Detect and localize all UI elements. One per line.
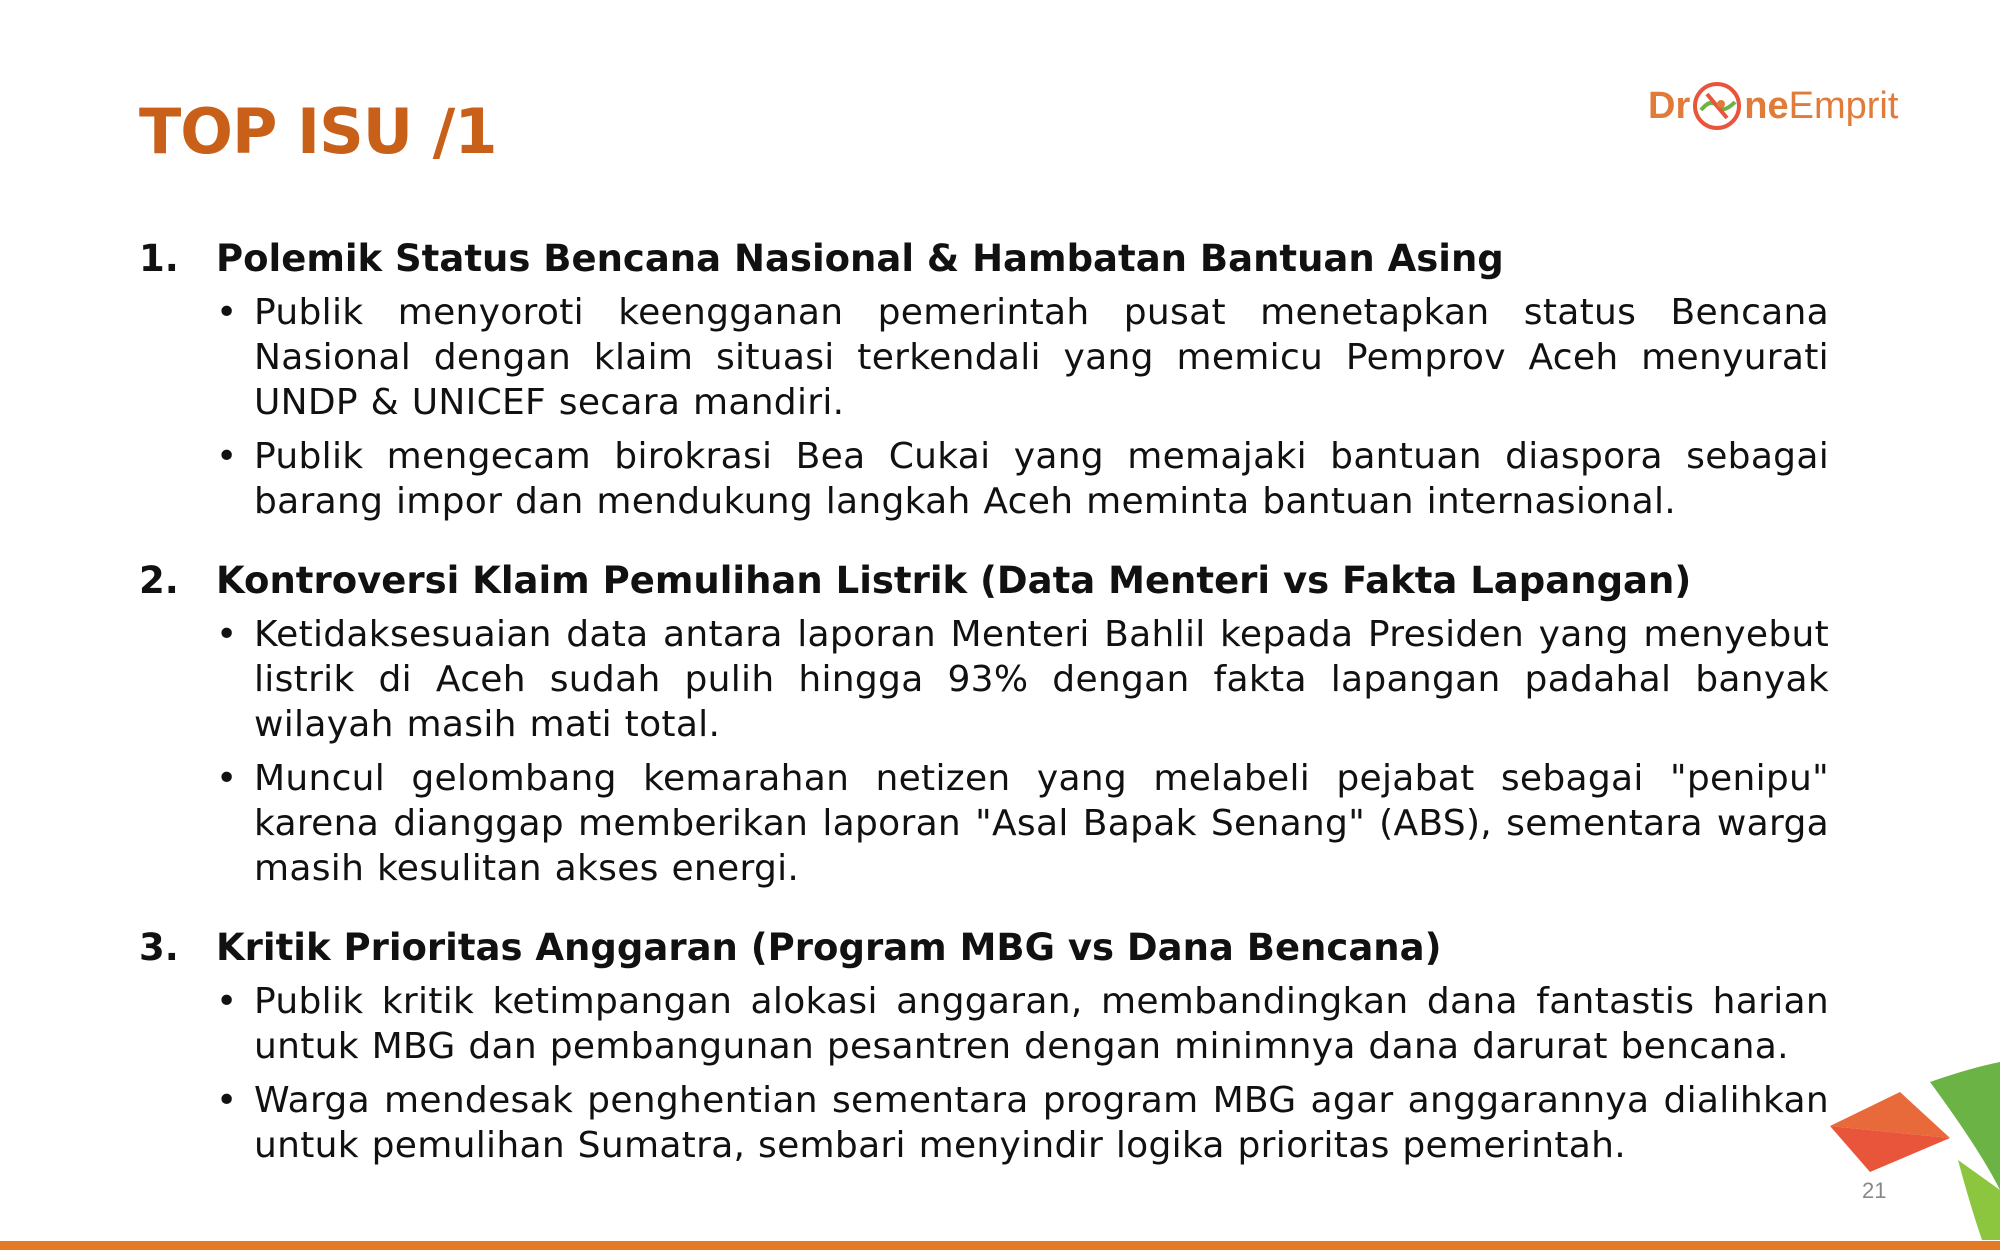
bullet-text: Publik mengecam birokrasi Bea Cukai yang memajaki bantuan diaspora sebagai barang impor dan mendukung langkah Aceh meminta bantuan internasional.: [254, 436, 1829, 522]
bullet-icon: •: [216, 758, 238, 799]
bullet-text: Publik kritik ketimpangan alokasi anggaran, membandingkan dana fantastis harian untuk MBG dan pembangunan pesantren dengan minimnya dana darurat bencana.: [254, 981, 1829, 1067]
topic-title: Polemik Status Bencana Nasional & Hambatan Bantuan Asing: [216, 237, 1504, 280]
topic-heading: [139, 917, 1829, 979]
bullet-text: Publik menyoroti keengganan pemerintah pusat menetapkan status Bencana Nasional dengan klaim situasi terkendali yang memicu Pemprov Aceh menyurati UNDP & UNICEF secara mandiri.: [254, 292, 1829, 423]
topic-number: 2.: [139, 559, 179, 602]
logo-text-dr: Dr: [1648, 84, 1691, 127]
bullet-icon: •: [216, 614, 238, 655]
list-item: [216, 290, 1829, 425]
bullet-text: Warga mendesak penghentian sementara program MBG agar anggarannya dialihkan untuk pemulihan Sumatra, sembari menyindir logika prioritas pemerintah.: [254, 1080, 1829, 1166]
logo-text-emprit: Emprit: [1788, 84, 1899, 127]
list-item: [216, 979, 1829, 1069]
list-item: [216, 612, 1829, 747]
logo-text-ne: ne: [1744, 84, 1789, 127]
bullet-text: Muncul gelombang kemarahan netizen yang melabeli pejabat sebagai "penipu" karena dianggap memberikan laporan "Asal Bapak Senang" (ABS), sementara warga masih kesulitan akses energi.: [254, 758, 1829, 889]
topic-title: Kritik Prioritas Anggaran (Program MBG vs Dana Bencana): [216, 926, 1442, 969]
drone-bird-logo-icon: [1691, 80, 1743, 132]
bullet-icon: •: [216, 292, 238, 333]
topic-number: 1.: [139, 237, 179, 280]
topic-1: [139, 228, 1829, 524]
bottom-accent-bar: [0, 1241, 2000, 1250]
topic-heading: [139, 228, 1829, 290]
bullet-text: Ketidaksesuaian data antara laporan Menteri Bahlil kepada Presiden yang menyebut listrik di Aceh sudah pulih hingga 93% dengan fakta lapangan padahal banyak wilayah masih mati total.: [254, 614, 1829, 745]
list-item: [216, 756, 1829, 891]
list-item: [216, 434, 1829, 524]
topic-2: [139, 550, 1829, 891]
topic-list: [139, 228, 1829, 1194]
topic-title: Kontroversi Klaim Pemulihan Listrik (Data Menteri vs Fakta Lapangan): [216, 559, 1692, 602]
list-item: [216, 1078, 1829, 1168]
topic-heading: [139, 550, 1829, 612]
topic-3: [139, 917, 1829, 1168]
bullet-icon: •: [216, 1080, 238, 1121]
topic-number: 3.: [139, 926, 179, 969]
page-number: 21: [1862, 1178, 1887, 1203]
corner-decoration-icon: [1810, 1040, 2000, 1240]
drone-emprit-logo: [1648, 68, 1918, 144]
bullet-icon: •: [216, 436, 238, 477]
slide-title: TOP ISU /1: [139, 95, 497, 168]
bullet-icon: •: [216, 981, 238, 1022]
